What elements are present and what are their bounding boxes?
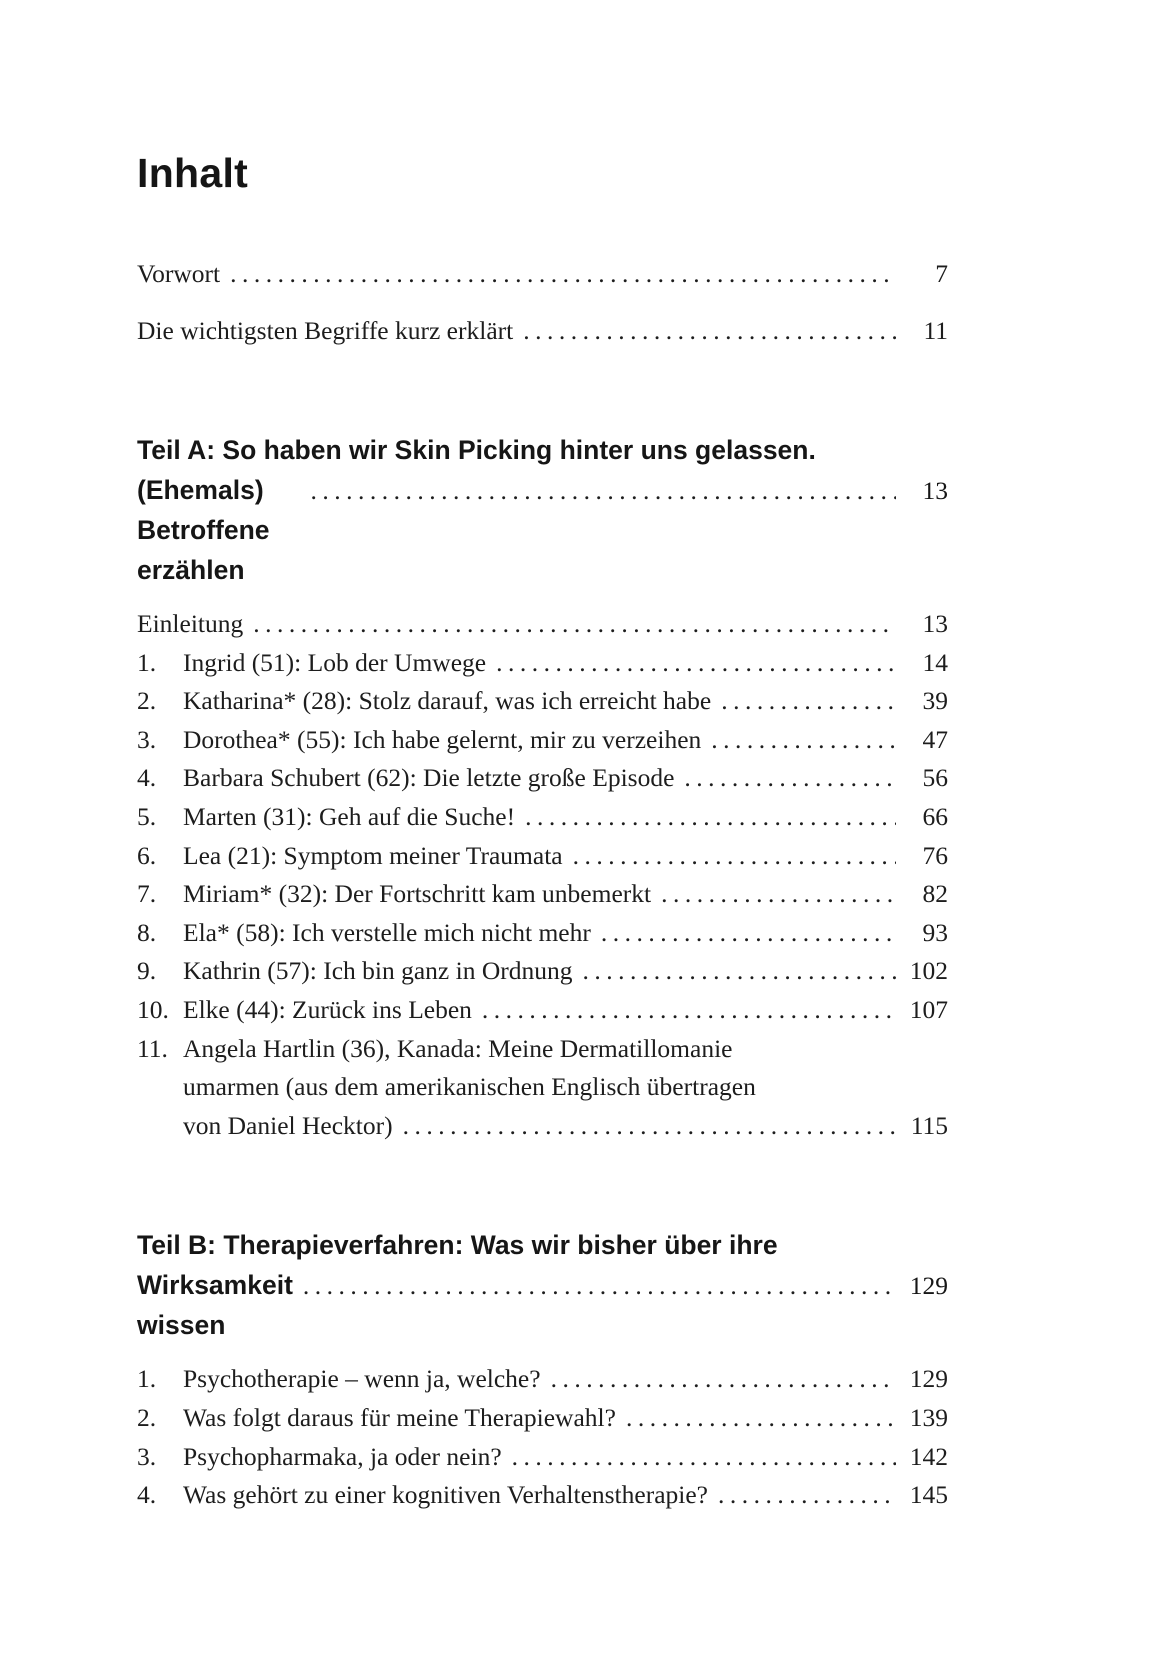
dot-leader bbox=[523, 311, 896, 350]
dot-leader bbox=[601, 914, 896, 953]
entry-page: 93 bbox=[922, 917, 948, 947]
entry-page: 11 bbox=[923, 316, 948, 345]
entry-page: 7 bbox=[935, 259, 948, 288]
toc-entry bbox=[137, 721, 948, 760]
toc-entry bbox=[137, 1438, 948, 1477]
dot-leader bbox=[583, 952, 897, 991]
dot-leader bbox=[482, 991, 896, 1030]
entry-page: 139 bbox=[909, 1402, 948, 1432]
entry-page: 47 bbox=[922, 724, 948, 754]
entry-body bbox=[183, 1030, 948, 1146]
entry-title: Ela* (58): Ich verstelle mich nicht mehr bbox=[183, 917, 591, 947]
section-entries bbox=[137, 605, 948, 1145]
section-entries bbox=[137, 1360, 948, 1514]
dot-leader bbox=[721, 682, 896, 721]
entry-page: 129 bbox=[909, 1364, 948, 1394]
dot-leader bbox=[626, 1399, 896, 1438]
entry-number: 9. bbox=[137, 956, 157, 986]
entry-number: 1. bbox=[137, 647, 157, 677]
section-page: 13 bbox=[922, 476, 948, 505]
front-matter bbox=[137, 254, 948, 350]
entry-title: Dorothea* (55): Ich habe gelernt, mir zu verzeihen bbox=[183, 724, 702, 754]
entry-number: 11. bbox=[137, 1033, 168, 1063]
dot-leader bbox=[573, 837, 896, 876]
toc-entry bbox=[137, 1030, 948, 1146]
toc-entry bbox=[137, 311, 948, 350]
entry-page: 66 bbox=[922, 801, 948, 831]
section-heading-line bbox=[137, 1265, 948, 1345]
dot-leader bbox=[303, 1266, 896, 1306]
section-heading-text: (Ehemals) Betroffene erzählen bbox=[137, 475, 270, 585]
entry-page: 142 bbox=[909, 1441, 948, 1471]
entry-number: 3. bbox=[137, 724, 157, 754]
entry-title: Psychopharmaka, ja oder nein? bbox=[183, 1441, 502, 1471]
entry-page: 107 bbox=[909, 994, 948, 1024]
entry-number: 4. bbox=[137, 763, 157, 793]
toc-entry bbox=[137, 644, 948, 683]
section-heading-line: Teil A: So haben wir Skin Picking hinter uns gelassen. bbox=[137, 435, 816, 465]
entry-page: 39 bbox=[922, 686, 948, 716]
entry-number: 3. bbox=[137, 1441, 157, 1471]
entry-title-line: umarmen (aus dem amerikanischen Englisch übertragen bbox=[183, 1072, 756, 1102]
entry-title: Miriam* (32): Der Fortschritt kam unbemerkt bbox=[183, 879, 652, 909]
toc-entry bbox=[137, 759, 948, 798]
dot-leader bbox=[684, 759, 896, 798]
entry-title: Elke (44): Zurück ins Leben bbox=[183, 994, 472, 1024]
toc-entry bbox=[137, 798, 948, 837]
dot-leader bbox=[403, 1107, 896, 1146]
entry-number: 1. bbox=[137, 1364, 157, 1394]
toc-section-b bbox=[137, 1225, 948, 1514]
entry-page: 102 bbox=[909, 956, 948, 986]
entry-title-line: Angela Hartlin (36), Kanada: Meine Dermatillomanie bbox=[183, 1033, 733, 1063]
toc-entry bbox=[137, 837, 948, 876]
toc-entry bbox=[137, 1399, 948, 1438]
entry-number: 2. bbox=[137, 1402, 157, 1432]
entry-title: Katharina* (28): Stolz darauf, was ich erreicht habe bbox=[183, 686, 712, 716]
dot-leader bbox=[661, 875, 896, 914]
entry-title: Barbara Schubert (62): Die letzte große Episode bbox=[183, 763, 675, 793]
toc-entry bbox=[137, 875, 948, 914]
section-heading bbox=[137, 430, 948, 590]
entry-title: von Daniel Hecktor) bbox=[183, 1110, 393, 1140]
entry-title: Lea (21): Symptom meiner Traumata bbox=[183, 840, 563, 870]
entry-title: Marten (31): Geh auf die Suche! bbox=[183, 801, 516, 831]
section-heading-text: Wirksamkeit wissen bbox=[137, 1270, 293, 1341]
entry-number: 6. bbox=[137, 840, 157, 870]
entry-page: 115 bbox=[910, 1110, 948, 1140]
section-page: 129 bbox=[909, 1271, 948, 1301]
toc-entry bbox=[137, 952, 948, 991]
entry-title: Vorwort bbox=[137, 259, 221, 288]
entry-number: 2. bbox=[137, 686, 157, 716]
entry-page: 145 bbox=[909, 1480, 948, 1510]
entry-title: Kathrin (57): Ich bin ganz in Ordnung bbox=[183, 956, 573, 986]
toc-section-a bbox=[137, 430, 948, 1145]
toc-entry bbox=[137, 682, 948, 721]
toc-entry bbox=[137, 914, 948, 953]
toc-entry bbox=[137, 1360, 948, 1399]
toc-entry bbox=[137, 1476, 948, 1515]
dot-leader bbox=[711, 721, 896, 760]
entry-page: 76 bbox=[922, 840, 948, 870]
entry-title: Was folgt daraus für meine Therapiewahl? bbox=[183, 1402, 616, 1432]
page-title: Inhalt bbox=[137, 150, 249, 196]
entry-number: 7. bbox=[137, 879, 157, 909]
dot-leader bbox=[311, 471, 896, 511]
entry-title: Die wichtigsten Begriffe kurz erklärt bbox=[137, 316, 514, 345]
entry-page: 13 bbox=[922, 609, 948, 638]
section-heading bbox=[137, 1225, 948, 1345]
entry-page: 14 bbox=[922, 647, 948, 677]
toc-entry bbox=[137, 991, 948, 1030]
entry-title-line bbox=[183, 1107, 948, 1146]
entry-number: 10. bbox=[137, 994, 169, 1024]
entry-title: Einleitung bbox=[137, 609, 244, 638]
toc-entry bbox=[137, 605, 948, 644]
dot-leader bbox=[230, 254, 896, 293]
dot-leader bbox=[253, 605, 896, 644]
entry-title: Psychotherapie – wenn ja, welche? bbox=[183, 1364, 541, 1394]
entry-number: 8. bbox=[137, 917, 157, 947]
dot-leader bbox=[525, 798, 896, 837]
section-heading-line: Teil B: Therapieverfahren: Was wir bisher über ihre bbox=[137, 1230, 778, 1261]
entry-title: Was gehört zu einer kognitiven Verhaltenstherapie? bbox=[183, 1480, 708, 1510]
dot-leader bbox=[718, 1476, 896, 1515]
entry-number: 5. bbox=[137, 801, 157, 831]
entry-page: 56 bbox=[922, 763, 948, 793]
entry-page: 82 bbox=[922, 879, 948, 909]
entry-number: 4. bbox=[137, 1480, 157, 1510]
dot-leader bbox=[496, 644, 896, 683]
dot-leader bbox=[551, 1360, 896, 1399]
section-heading-line bbox=[137, 470, 948, 590]
entry-title: Ingrid (51): Lob der Umwege bbox=[183, 647, 487, 677]
toc-entry bbox=[137, 254, 948, 293]
dot-leader bbox=[512, 1438, 896, 1477]
